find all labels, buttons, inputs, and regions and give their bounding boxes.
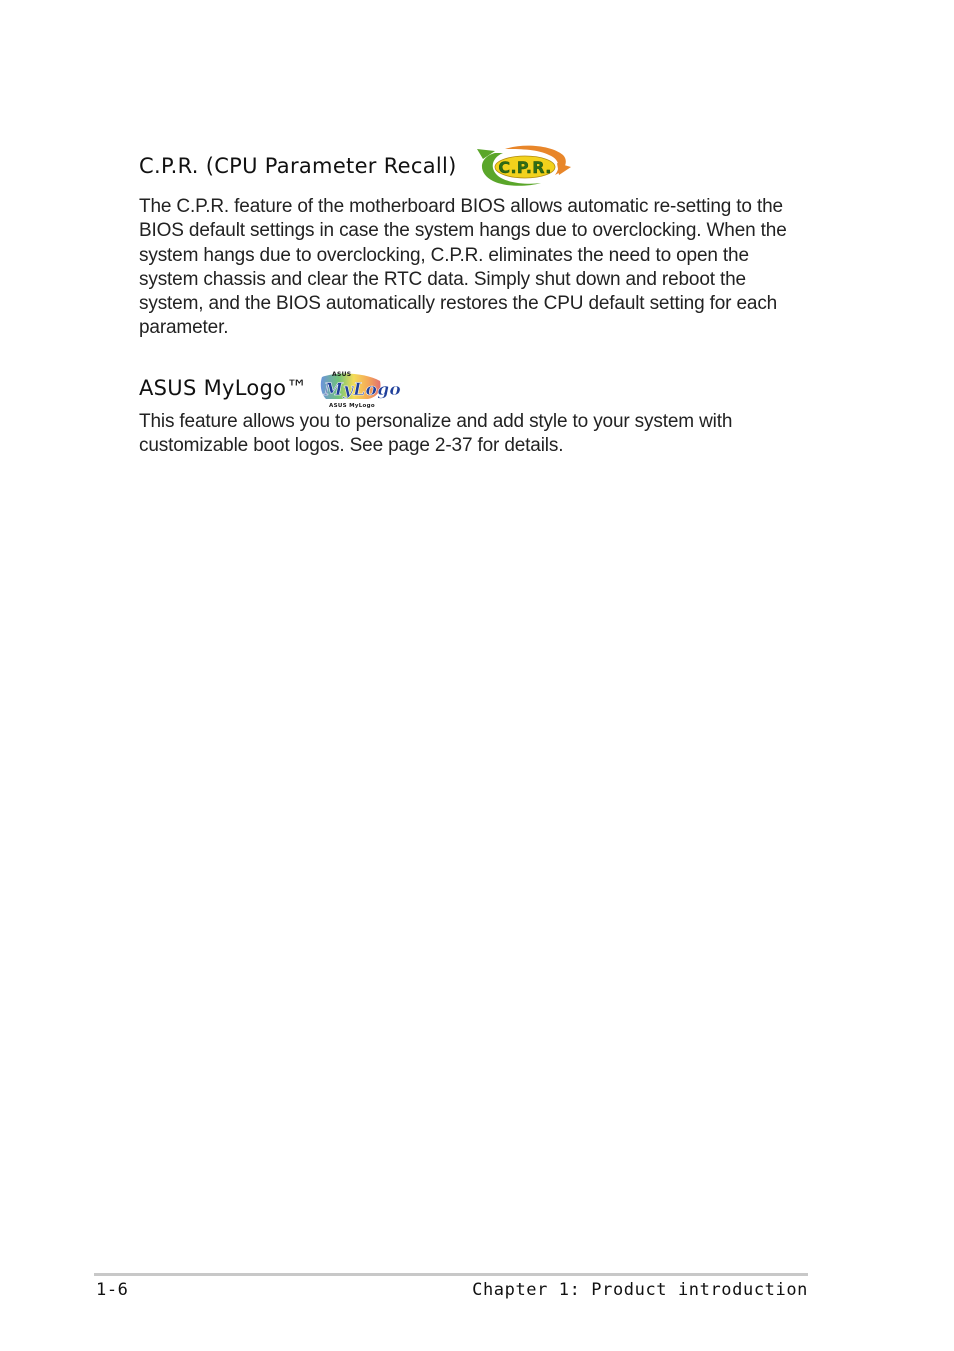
footer-divider <box>94 1273 808 1276</box>
section-cpr <box>139 143 811 341</box>
mylogo-caption-text: ASUS MyLogo <box>328 403 375 409</box>
section-title-mylogo: ASUS MyLogo™ <box>139 376 308 400</box>
section-title-cpr: C.P.R. (CPU Parameter Recall) <box>139 154 457 178</box>
mylogo-brand-text: ASUS <box>331 371 351 378</box>
footer-chapter-title: Chapter 1: Product introduction <box>472 1280 808 1300</box>
section-body-mylogo: This feature allows you to personalize and add style to your system with customizable boot logos. See page 2-37 for details. <box>139 411 733 457</box>
section-body-cpr: The C.P.R. feature of the motherboard BIOS allows automatic re-setting to the BIOS default settings in case the system hangs due to overclocking. When the system hangs due to overclocking, C.P.R. eliminates the need to open the system chassis and clear the RTC data. Simply shut down and reboot the system, and the BIOS automatically restores the CPU default setting for each parameter. <box>139 196 787 339</box>
cpr-logo-text: C.P.R. <box>498 158 552 177</box>
section-heading-cpr <box>139 143 811 189</box>
section-mylogo <box>139 367 811 459</box>
section-heading-mylogo <box>139 367 811 409</box>
asus-mylogo-logo-icon <box>318 367 401 409</box>
mylogo-script-text: MyLogo <box>323 380 401 400</box>
cpr-logo-icon <box>475 143 573 189</box>
footer-page-number: 1-6 <box>96 1280 129 1300</box>
